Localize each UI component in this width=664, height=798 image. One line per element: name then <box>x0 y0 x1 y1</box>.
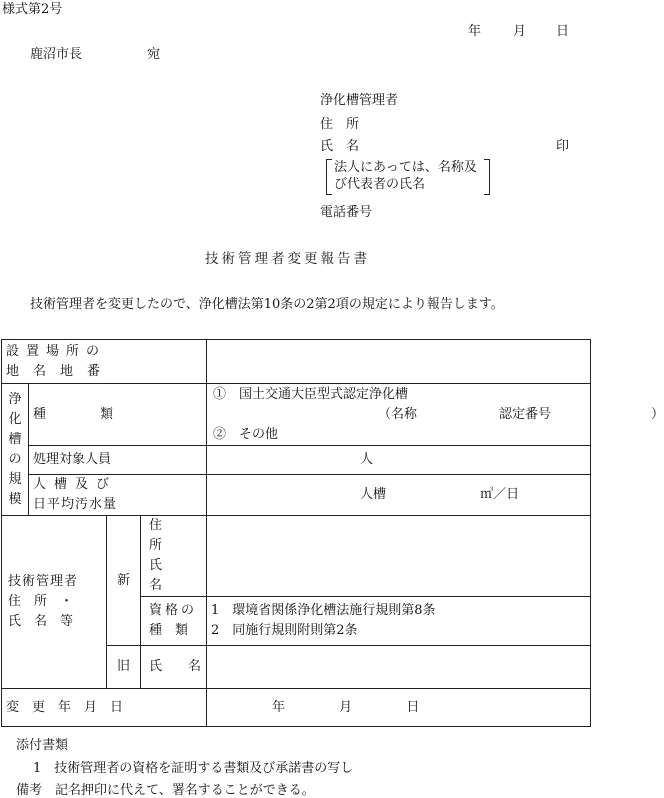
applicant-address-label: 住 所 <box>320 117 360 132</box>
manager-label-cell <box>2 516 107 689</box>
recipient-name: 鹿沼市長 <box>30 47 83 62</box>
old-name-label: 氏 名 <box>149 659 202 674</box>
change-date-year: 年 <box>272 699 286 715</box>
date-year-label: 年 <box>468 24 482 39</box>
type-option-1-detail <box>213 405 664 425</box>
location-label-2: 地名地番 <box>6 363 115 379</box>
type-option-2[interactable]: ② その他 <box>213 426 279 442</box>
remarks: 備考 記名押印に代えて、署名することができる。 <box>16 783 315 798</box>
location-label-1: 設置場所の <box>6 343 107 359</box>
manager-label-2: 住 所 ・ <box>8 594 74 609</box>
change-date-value[interactable] <box>207 689 591 727</box>
change-date-month: 月 <box>339 699 353 715</box>
scale-label-cell <box>2 384 29 516</box>
scale-char-3: 槽 <box>8 431 22 447</box>
report-table <box>1 339 664 727</box>
manager-label-1: 技術管理者 <box>8 574 79 589</box>
qual-label-cell <box>141 597 207 646</box>
qual-label-1: 資格の <box>149 603 198 618</box>
persons-label-cell <box>29 446 207 475</box>
note-bracket-right <box>484 159 490 195</box>
volume-label-2: 日平均汚水量 <box>33 497 118 512</box>
intro-text: 技術管理者を変更したので、浄化槽法第10条の2第2項の規定により報告します。 <box>30 297 504 312</box>
applicant-phone-label: 電話番号 <box>320 205 373 220</box>
form-number: 様式第2号 <box>2 2 63 17</box>
note-bracket-left <box>326 159 332 195</box>
qual-label-2: 種 類 <box>149 623 189 638</box>
type-label-cell <box>29 384 207 446</box>
name-label: 氏名 <box>149 558 182 593</box>
qual-option-2[interactable]: 2 同施行規則附則第2条 <box>211 623 358 638</box>
volume-row <box>2 475 591 516</box>
type-cert-label: 認定番号 <box>499 406 552 422</box>
new-label-cell <box>107 516 141 646</box>
old-label-cell <box>107 646 141 689</box>
type-name-label: （名称 <box>378 406 418 422</box>
location-value[interactable] <box>207 340 591 384</box>
old-name-label-cell <box>141 646 207 689</box>
manager-label-3: 氏 名 等 <box>8 614 74 629</box>
attachments-heading: 添付書類 <box>16 738 69 753</box>
address-name-label-cell <box>141 516 207 597</box>
qual-options <box>207 597 591 646</box>
recipient-suffix: 宛 <box>147 47 161 62</box>
manager-new-address-row <box>2 516 591 597</box>
change-date-day: 日 <box>406 699 420 715</box>
old-name-value[interactable] <box>207 646 591 689</box>
location-label-cell <box>2 340 207 384</box>
scale-char-6: 模 <box>8 491 22 507</box>
location-row <box>2 340 591 384</box>
new-address-name-value[interactable] <box>207 516 591 597</box>
applicant-name-label: 氏 名 <box>320 139 360 154</box>
change-date-label-cell <box>2 689 207 727</box>
change-date-row <box>2 689 591 727</box>
volume-label-1: 人槽及び <box>33 477 118 492</box>
volume-label-cell <box>29 475 207 516</box>
scale-char-4: の <box>8 451 22 467</box>
change-date-label: 変更年月日 <box>6 699 137 715</box>
address-label: 住所 <box>149 518 182 553</box>
persons-label: 処理対象人員 <box>33 452 112 467</box>
persons-row <box>2 446 591 475</box>
date-month-label: 月 <box>513 24 527 39</box>
type-close-paren: ） <box>651 406 664 422</box>
type-label: 種類 <box>33 406 168 422</box>
scale-char-1: 浄 <box>8 391 22 407</box>
persons-unit: 人 <box>360 452 374 467</box>
old-label: 旧 <box>116 659 130 674</box>
type-row <box>2 384 591 446</box>
seal-mark: 印 <box>556 139 570 154</box>
applicant-title: 浄化槽管理者 <box>320 93 399 108</box>
type-option-1[interactable]: ① 国土交通大臣型式認定浄化槽 <box>213 386 409 402</box>
date-day-label: 日 <box>556 24 570 39</box>
qual-option-1[interactable]: 1 環境省関係浄化槽法施行規則第8条 <box>211 603 436 618</box>
applicant-note-line1: 法人にあっては、名称及 <box>334 160 477 175</box>
volume-value[interactable] <box>207 475 591 516</box>
scale-char-2: 化 <box>8 411 22 427</box>
type-options <box>207 384 664 446</box>
scale-char-5: 規 <box>8 471 22 487</box>
applicant-note-line2: び代表者の氏名 <box>334 177 426 192</box>
attachment-item-1: 1 技術管理者の資格を証明する書類及び承諾書の写し <box>33 761 354 776</box>
volume-unit-1: 人槽 <box>360 487 387 502</box>
new-label: 新 <box>116 572 130 588</box>
persons-value[interactable] <box>207 446 591 475</box>
document-title: 技術管理者変更報告書 <box>205 251 370 267</box>
volume-unit-2: ㎥／日 <box>480 487 520 502</box>
